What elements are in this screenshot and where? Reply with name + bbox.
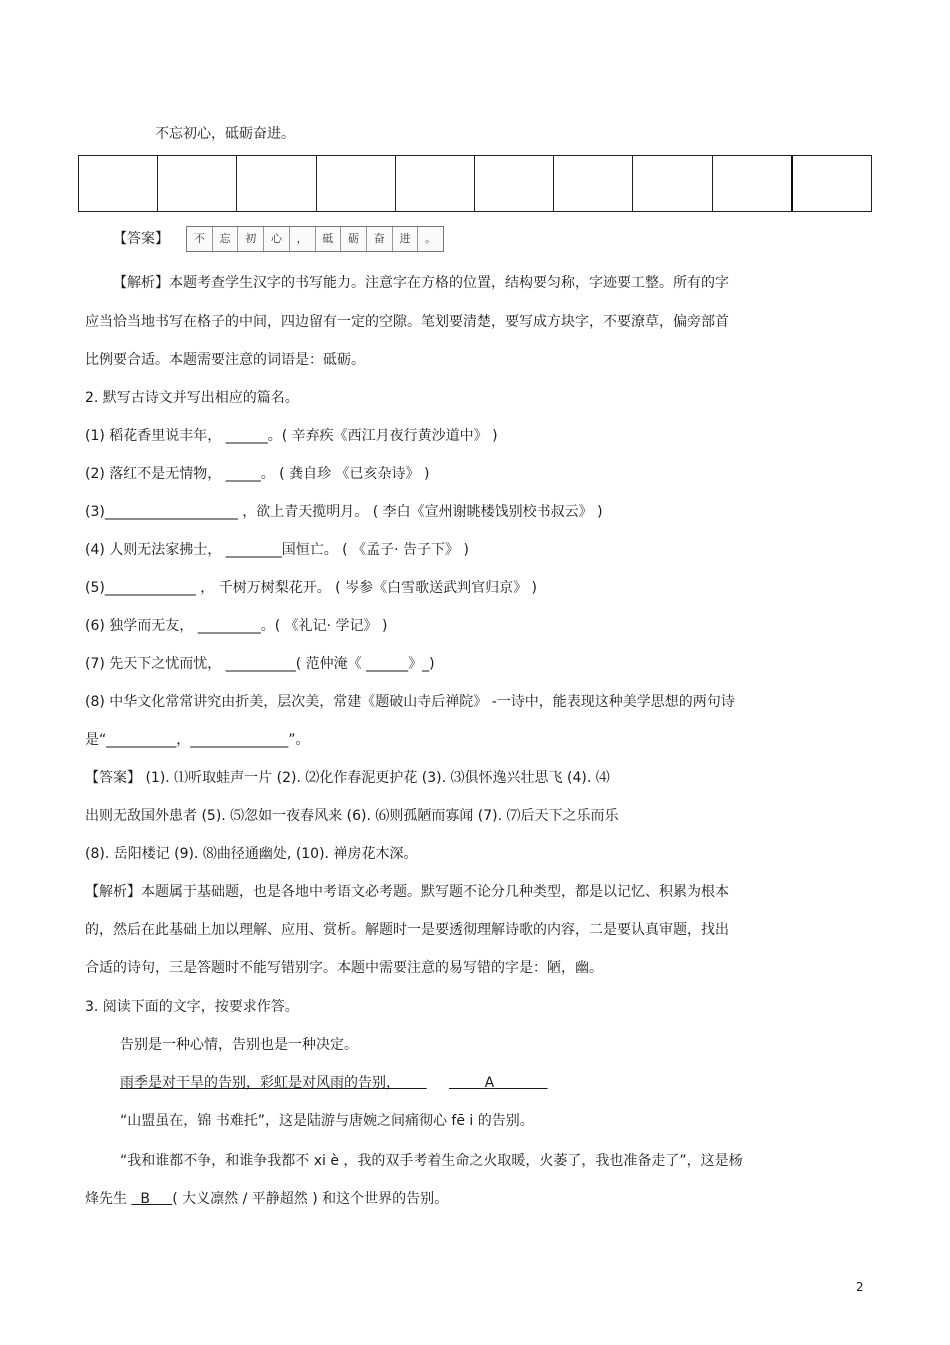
- intro-line: 不忘初心，砥砺奋进。: [155, 126, 295, 142]
- answer-label: 【答案】: [113, 231, 169, 247]
- q2-item: (4) 人则无法家拂士， ________国恒亡。 ( 《孟子· 告子下》 ): [85, 542, 469, 558]
- answer-grid-image: [186, 226, 444, 252]
- q2-item: 是“__________，______________”。: [85, 732, 310, 748]
- grid-cell: [554, 156, 633, 211]
- q3-text: 烽先生: [85, 1191, 132, 1207]
- grid-cell: [793, 156, 871, 211]
- q2-item: (1) 稻花香里说丰年， ______。( 辛弃疾《西江月夜行黄沙道中》 ): [85, 428, 498, 444]
- q2-item: (7) 先天下之忧而忧， __________( 范仲淹《 ______》_): [85, 656, 435, 672]
- analysis1-line: 【解析】本题考查学生汉字的书写能力。注意字在方格的位置，结构要匀称，字迹要工整。所有的字: [113, 275, 729, 291]
- q3-underlined-text: 雨季是对干旱的告别，彩虹是对风雨的告别，: [120, 1075, 400, 1091]
- q3-paragraph: 告别是一种心情，告别也是一种决定。: [120, 1037, 358, 1053]
- q2-answer-line: 出则无敌国外患者 (5). ⑸忽如一夜春风来 (6). ⑹则孤陋而寡闻 (7). ⑺后天下之乐而乐: [85, 808, 619, 824]
- blank-b: B: [140, 1191, 150, 1207]
- grid-cell: [475, 156, 554, 211]
- q3-paragraph: “山盟虽在，锦 书难托”，这是陆游与唐婉之间痛彻心 fē i 的告别。: [120, 1113, 534, 1129]
- q2-item: (3)___________________ ，欲上青天揽明月。 ( 李白《宣州谢眺楼饯别校书叔云》 ): [85, 504, 603, 520]
- analysis1-line: 比例要合适。本题需要注意的词语是：砥砺。: [85, 352, 365, 368]
- answer-char: 砺: [341, 227, 367, 251]
- grid-cell: [158, 156, 237, 211]
- q3-paragraph: [120, 1073, 548, 1093]
- answer-char: 忘: [213, 227, 239, 251]
- answer-char: 进: [393, 227, 419, 251]
- grid-cell: [633, 156, 712, 211]
- q3-text: ( 大义凛然 / 平静超然 ) 和这个世界的告别。: [172, 1191, 449, 1207]
- q3-title: 3. 阅读下面的文字，按要求作答。: [85, 999, 299, 1015]
- answer-char: ，: [290, 227, 316, 251]
- answer-char: 。: [425, 232, 437, 245]
- q3-paragraph: “我和谁都不争，和谁争我都不 xi è ，我的双手考着生命之火取暖，火萎了，我也准备走了”，这是杨: [120, 1153, 743, 1169]
- writing-grid: [78, 155, 872, 212]
- q2-analysis-line: 【解析】本题属于基础题，也是各地中考语文必考题。默写题不论分几种类型，都是以记忆、积累为根本: [85, 884, 729, 900]
- blank-a-gap: [400, 1075, 427, 1091]
- answer-char: 砥: [316, 227, 342, 251]
- grid-cell: [79, 156, 158, 211]
- answer-char: 心: [264, 227, 290, 251]
- q2-answer-line: (8). 岳阳楼记 (9). ⑻曲径通幽处, (10). 禅房花木深。: [85, 846, 418, 862]
- q2-item: (5)_____________ ， 千树万树梨花开。 ( 岑参《白雪歌送武判官归京》 ): [85, 580, 538, 596]
- q2-item: (6) 独学而无友， _________。( 《礼记· 学记》 ): [85, 618, 388, 634]
- answer-char: 奋: [367, 227, 393, 251]
- q3-paragraph: [85, 1189, 448, 1209]
- q2-answer-line: 【答案】 (1). ⑴听取蛙声一片 (2). ⑵化作春泥更护花 (3). ⑶俱怀逸兴壮思飞 (4). ⑷: [85, 770, 610, 786]
- answer-char: 不: [187, 227, 213, 251]
- q2-analysis-line: 的，然后在此基础上加以理解、应用、赏析。解题时一是要透彻理解诗歌的内容，二是要认真审题，找出: [85, 922, 729, 938]
- grid-cell: [396, 156, 475, 211]
- q2-analysis-line: 合适的诗句，三是答题时不能写错别字。本题中需要注意的易写错的字是：陋，幽。: [85, 960, 603, 976]
- q2-item: (2) 落红不是无情物， _____。 ( 龚自珍 《已亥杂诗》 ): [85, 466, 430, 482]
- grid-cell: [713, 156, 793, 211]
- page-number: 2: [856, 1280, 864, 1294]
- grid-cell: [317, 156, 396, 211]
- grid-cell: [237, 156, 316, 211]
- analysis1-line: 应当恰当地书写在格子的中间，四边留有一定的空隙。笔划要清楚，要写成方块字，不要潦草，偏旁部首: [85, 314, 729, 330]
- q2-title: 2. 默写古诗文并写出相应的篇名。: [85, 390, 299, 406]
- blank-a: A: [484, 1075, 495, 1091]
- answer-char: 初: [238, 227, 264, 251]
- q2-item: (8) 中华文化常常讲究由折美，层次美，常建《题破山寺后禅院》 -一诗中，能表现这种美学思想的两句诗: [85, 694, 735, 710]
